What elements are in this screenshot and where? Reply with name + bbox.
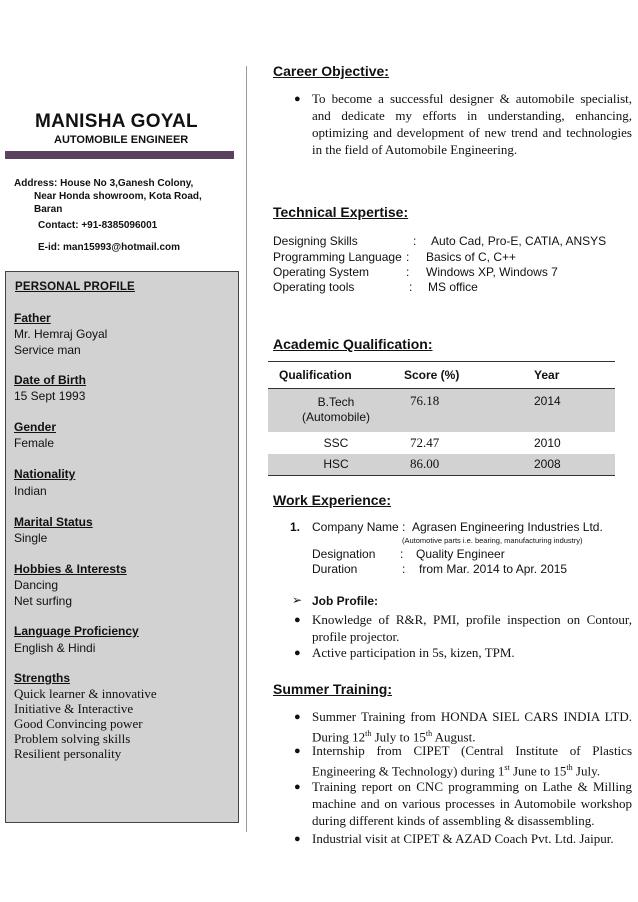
academic-title: Academic Qualification	[273, 336, 428, 352]
accent-divider	[5, 151, 234, 159]
tech-colon: :	[406, 250, 410, 264]
designation-colon: :	[400, 547, 404, 561]
strength-item: Resilient personality	[14, 746, 122, 761]
nationality-value: Indian	[14, 484, 47, 498]
strength-item: Problem solving skills	[14, 731, 131, 746]
career-objective-text: To become a successful designer & automobile specialist, and dedicate my efforts in understanding, enhancing, optimizing and development of new trend and technologies in the field of Automobile Engineering.	[312, 91, 632, 157]
nationality-label: Nationality	[14, 467, 76, 481]
strength-item: Good Convincing power	[14, 716, 143, 731]
bullet-dot-icon: ●	[294, 833, 301, 845]
table-header: Score (%)	[404, 362, 534, 389]
career-objective-heading: Career Objective:	[273, 63, 389, 79]
table-cell: 72.47	[410, 434, 440, 450]
tech-colon: :	[409, 280, 413, 294]
job-point: Knowledge of R&R, PMI, profile inspection on Contour, profile projector.	[312, 612, 632, 644]
personal-profile-title: PERSONAL PROFILE	[15, 281, 135, 293]
dob-label: Date of Birth	[14, 373, 86, 387]
tech-value: Windows XP, Windows 7	[426, 265, 558, 279]
marital-label: Marital Status	[14, 515, 93, 529]
training-point: Industrial visit at CIPET & AZAD Coach Pvt. Ltd. Jaipur.	[312, 831, 614, 846]
table-cell: 2014	[534, 394, 561, 408]
job-profile-title: Job Profile	[312, 594, 375, 608]
table-cell: 2008	[534, 457, 561, 472]
training-point: Internship from CIPET (Central Institute of Plastics Engineering & Technology) during 1st June to 15th July.	[312, 743, 632, 779]
job-point: Active participation in 5s, kizen, TPM.	[312, 645, 515, 660]
tech-value: Auto Cad, Pro-E, CATIA, ANSYS	[431, 234, 607, 248]
training-point: Training report on CNC programming on Lathe & Milling machine and on various processes in Automobile workshop during different kinds of assembling & disassembling.	[312, 779, 632, 828]
table-cell	[268, 389, 404, 432]
gender-value: Female	[14, 436, 55, 450]
address-line-1: Address: House No 3,Ganesh Colony,	[14, 178, 194, 189]
tech-colon: :	[413, 234, 417, 248]
summer-training-heading: Summer Training:	[273, 681, 393, 697]
table-cell: 76.18	[410, 393, 440, 408]
table-cell: 86.00	[410, 456, 440, 472]
designation-label: Designation	[312, 547, 376, 561]
duration-colon: :	[402, 562, 406, 576]
academic-table	[268, 361, 615, 476]
tech-value: MS office	[428, 280, 478, 294]
work-item-number: 1.	[290, 520, 301, 534]
qualification-detail: (Automobile)	[301, 410, 371, 425]
address-line-3: Baran	[34, 204, 63, 215]
academic-heading: Academic Qualification:	[273, 336, 433, 352]
table-header-row	[268, 362, 615, 389]
table-header: Year	[534, 362, 615, 389]
language-label: Language Proficiency	[14, 624, 139, 638]
work-experience-title: Work Experience	[273, 492, 387, 508]
hobby-item: Dancing	[14, 578, 59, 592]
hobby-item: Net surfing	[14, 594, 73, 608]
table-row	[268, 389, 615, 432]
bullet-dot-icon: ●	[294, 93, 301, 105]
technical-expertise-title: Technical Expertise	[273, 204, 404, 220]
candidate-name: MANISHA GOYAL	[35, 111, 198, 132]
contact-phone: Contact: +91-8385096001	[38, 220, 158, 231]
duration-value: from Mar. 2014 to Apr. 2015	[419, 562, 568, 576]
tech-label: Operating System	[273, 265, 370, 279]
arrow-bullet-icon: ➢	[292, 593, 303, 607]
tech-colon: :	[406, 265, 410, 279]
table-cell: HSC	[323, 457, 349, 472]
gender-label: Gender	[14, 420, 57, 434]
father-occupation: Service man	[14, 343, 81, 357]
language-value: English & Hindi	[14, 641, 96, 655]
table-cell: SSC	[323, 435, 349, 450]
bullet-dot-icon: ●	[294, 745, 301, 757]
strengths-label: Strengths	[14, 671, 71, 685]
father-label: Father	[14, 311, 51, 325]
dob-value: 15 Sept 1993	[14, 389, 86, 403]
bullet-dot-icon: ●	[294, 711, 301, 723]
strength-item: Quick learner & innovative	[14, 686, 157, 701]
duration-label: Duration	[312, 562, 358, 576]
summer-training-title: Summer Training	[273, 681, 388, 697]
training-point: Summer Training from HONDA SIEL CARS INDIA LTD. During 12th July to 15th August.	[312, 709, 632, 745]
table-row	[268, 454, 615, 476]
table-header: Qualification	[268, 362, 404, 389]
address-block	[14, 177, 202, 216]
father-name: Mr. Hemraj Goyal	[14, 327, 108, 341]
technical-list	[273, 234, 623, 298]
qualification-name: B.Tech	[317, 395, 355, 410]
tech-value: Basics of C, C++	[426, 250, 517, 264]
bullet-dot-icon: ●	[294, 647, 301, 659]
table-row	[268, 432, 615, 454]
tech-label: Programming Language	[273, 250, 402, 264]
strength-item: Initiative & Interactive	[14, 701, 134, 716]
bullet-dot-icon: ●	[294, 781, 301, 793]
table-cell: 2010	[534, 435, 561, 450]
tech-label: Operating tools	[273, 280, 355, 294]
address-line-2: Near Honda showroom, Kota Road,	[34, 191, 202, 202]
contact-email: E-id: man15993@hotmail.com	[38, 242, 181, 253]
marital-value: Single	[14, 531, 48, 545]
company-note: (Automotive parts i.e. bearing, manufacturing industry)	[402, 536, 583, 545]
column-divider	[246, 66, 247, 832]
tech-label: Designing Skills	[273, 234, 358, 248]
hobbies-label: Hobbies & Interests	[14, 562, 127, 576]
bullet-dot-icon: ●	[294, 614, 301, 626]
work-experience-heading: Work Experience:	[273, 492, 392, 508]
personal-profile-panel	[5, 271, 239, 823]
candidate-role: AUTOMOBILE ENGINEER	[54, 134, 189, 146]
career-objective-title: Career Objective	[273, 63, 385, 79]
company-label: Company Name :	[312, 520, 406, 534]
designation-value: Quality Engineer	[416, 547, 505, 561]
company-name: Agrasen Engineering Industries Ltd.	[412, 520, 603, 534]
job-profile-label: Job Profile:	[312, 594, 379, 608]
technical-expertise-heading: Technical Expertise:	[273, 204, 409, 220]
